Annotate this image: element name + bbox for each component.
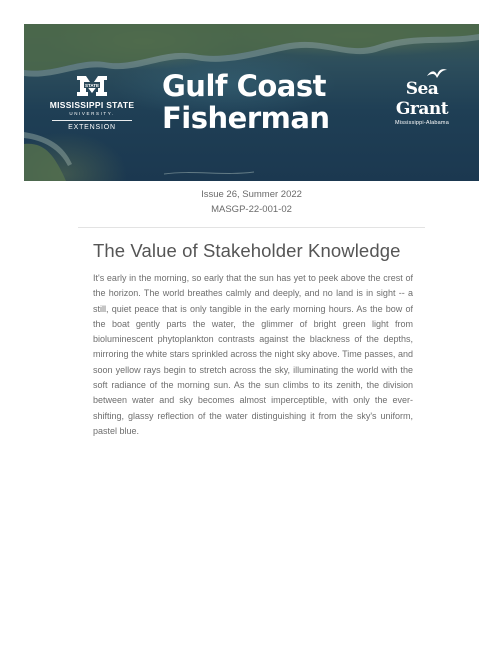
title-line-2: Fisherman — [162, 101, 330, 135]
msu-university: UNIVERSITY. — [69, 111, 115, 116]
article-paragraph: It's early in the morning, so early that the sun has yet to peek above the crest of the horizon. The world breathes calmly and deeply, and no land is in sight -- a still, quiet peace that is only tangible in the early morning hours. As the bow of the boat gently parts the water, the glimmer of bright green light from bioluminescent phytoplankton contrasts against the blackness of the depths, mirroring the white stars sprinkled across the night sky above. Time passes, and soon yellow rays begin to stretch across the sky, illuminating the world with the soft radiance of the morning sun. As the sun climbs to its zenith, the division between water and sky becomes almost imperceptible, with only the ever-shifting, glassy reflection of the water distinguishing it from the sky's uniform, pastel blue. — [93, 273, 413, 436]
article-heading: The Value of Stakeholder Knowledge — [93, 240, 401, 261]
title-line-1: Gulf Coast — [162, 69, 327, 103]
issue-info — [0, 187, 503, 217]
sea-grant-name: Sea Grant — [395, 79, 449, 119]
msu-divider — [52, 120, 132, 121]
msu-name: MISSISSIPPI STATE — [49, 100, 135, 110]
msu-m-logo — [75, 74, 109, 98]
svg-text:STATE: STATE — [84, 83, 100, 88]
sea-grant-logo — [382, 79, 462, 126]
publication-code: MASGP-22-001-02 — [211, 204, 292, 215]
msu-extension-logo — [44, 74, 140, 131]
header-banner — [24, 24, 479, 181]
msu-extension: EXTENSION — [68, 124, 116, 131]
sea-grant-region: Mississippi-Alabama — [395, 120, 449, 126]
section-divider — [78, 227, 425, 228]
newsletter-title — [162, 70, 330, 134]
seagull-icon — [426, 67, 448, 79]
issue-number: Issue 26, Summer 2022 — [201, 189, 302, 200]
